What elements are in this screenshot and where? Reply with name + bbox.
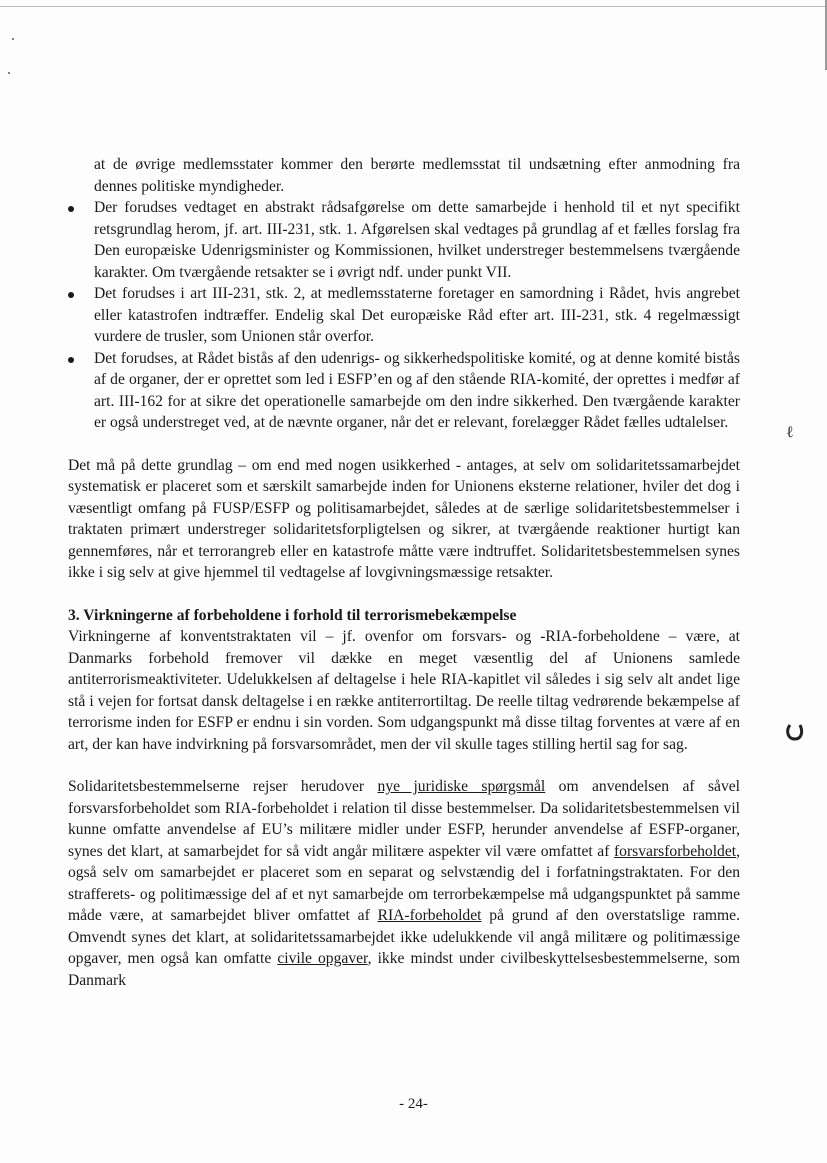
- section-heading: 3. Virkningerne af forbeholdene i forhold til terrorismebekæmpelse: [68, 606, 517, 624]
- underlined-term: nye juridiske spørgsmål: [377, 778, 546, 795]
- scan-edge-line: [0, 6, 827, 7]
- scan-speck: [12, 38, 14, 40]
- bullet-text: Det forudses, at Rådet bistås af den udenrigs- og sikkerhedspolitiske komité, og at denne komité bistås af de organer, der er oprettet som led i ESFP’en og af den stående RIA-komité, der oprettes i medfør af art. III-162 for at sikre det operationelle samarbejde om den indre sikkerhed. Den tværgående karakter er også understreget ved, at de nævnte organer, når det er relevant, forelægger Rådet fælles udtalelser.: [94, 349, 740, 431]
- underlined-term: RIA-forbeholdet: [377, 907, 482, 924]
- margin-annotation-mark: ℓ: [786, 424, 794, 441]
- bullet-list: [68, 197, 740, 434]
- bullet-item: [68, 283, 740, 348]
- bullet-text: Der forudses vedtaget en abstrakt rådsafgørelse om dette samarbejde i henhold til et nyt specifikt retsgrundlag herom, jf. art. III-231, stk. 1. Afgørelsen skal vedtages på grundlag af et fælles forslag fra Den europæiske Udenrigsminister og Kommissionen, hvilket understreger bestemmelsens tværgående karakter. Om tværgående retsakter se i øvrigt ndf. under punkt VII.: [94, 199, 740, 281]
- bullet-text: Det forudses i art III-231, stk. 2, at medlemsstaterne foretager en samordning i Rådet, hvis angrebet eller katastrofen indtræffer. Endelig skal Det europæiske Råd efter art. III-231, stk. 4 regelmæssigt vurdere de trusler, som Unionen står overfor.: [94, 285, 740, 345]
- document-body: [68, 154, 740, 991]
- page-number: - 24-: [399, 1096, 428, 1112]
- margin-annotation-mark: [786, 722, 804, 742]
- scan-speck: [8, 72, 10, 74]
- paragraph-legal-questions: Solidaritetsbestemmelserne rejser herudover nye juridiske spørgsmål om anvendelsen af såvel forsvarsforbeholdet som RIA-forbeholdet i relation til disse bestemmelser. Da solidaritetsbestemmelsen vil kunne omfatte anvendelse af EU’s militære midler under ESFP, herunder anvendelse af ESFP-organer, synes det klart, at samarbejdet for så vidt angår militære aspekter vil være omfattet af forsvarsforbeholdet, også selv om samarbejdet er placeret som en separat og selvstændig del i forfatningstraktaten. For den strafferets- og politimæssige del af et nyt samarbejde om terrorbekæmpelse må udgangspunktet på samme måde være, at samarbejdet bliver omfattet af RIA-forbeholdet på grund af den overstatslige ramme. Omvendt synes det klart, at solidaritetssamarbejdet ikke udelukkende vil angå militære og politimæssige opgaver, men også kan omfatte civile opgaver, ikke mindst under civilbeskyttelsesbestemmelserne, som Danmark: [68, 778, 741, 989]
- bullet-item: [68, 197, 740, 283]
- paragraph-intro-continued: at de øvrige medlemsstater kommer den berørte medlemsstat til undsætning efter anmodning fra dennes politiske myndigheder.: [94, 156, 740, 195]
- underlined-term: civile opgaver: [277, 950, 368, 967]
- bullet-icon: [68, 357, 74, 363]
- bullet-icon: [68, 206, 74, 212]
- underlined-term: forsvarsforbeholdet: [613, 842, 737, 860]
- bullet-item: [68, 348, 740, 434]
- paragraph-effects: Virkningerne af konventstraktaten vil – jf. ovenfor om forsvars- og -RIA-forbeholdene – være, at Danmarks forbehold fremover vil dække en meget væsentlig del af Unionens samlede antiterrorismeaktiviteter. Udelukkelsen af deltagelse i hele RIA-kapitlet vil således i sig selv alt andet lige stå i vejen for fortsat dansk deltagelse i en række antiterrortiltag. De reelle tiltag vedrørende bekæmpelse af terrorisme inden for ESFP er endnu i sin vorden. Som udgangspunkt må disse tiltag forventes at være af en art, der kan have indvirkning på forsvarsområdet, men der vil skulle tages stilling hertil sag for sag.: [68, 628, 740, 753]
- bullet-icon: [68, 292, 74, 298]
- paragraph-solidarity-basis: Det må på dette grundlag – om end med nogen usikkerhed - antages, at selv om solidaritetssamarbejdet systematisk er placeret som et særskilt samarbejde inden for Unionens eksterne relationer, hviler det dog i væsentligt omfang på FUSP/ESFP og politisamarbejdet, således at de særlige solidaritetsbestemmelser i traktaten primært understreger solidaritetsforpligtelsen og sikrer, at tværgående reaktioner hurtigt kan gennemføres, når et terrorangreb eller en katastrofe måtte være indtruffet. Solidaritetsbestemmelsen synes ikke i sig selv at give hjemmel til vedtagelse af lovgivningsmæssige retsakter.: [68, 456, 740, 581]
